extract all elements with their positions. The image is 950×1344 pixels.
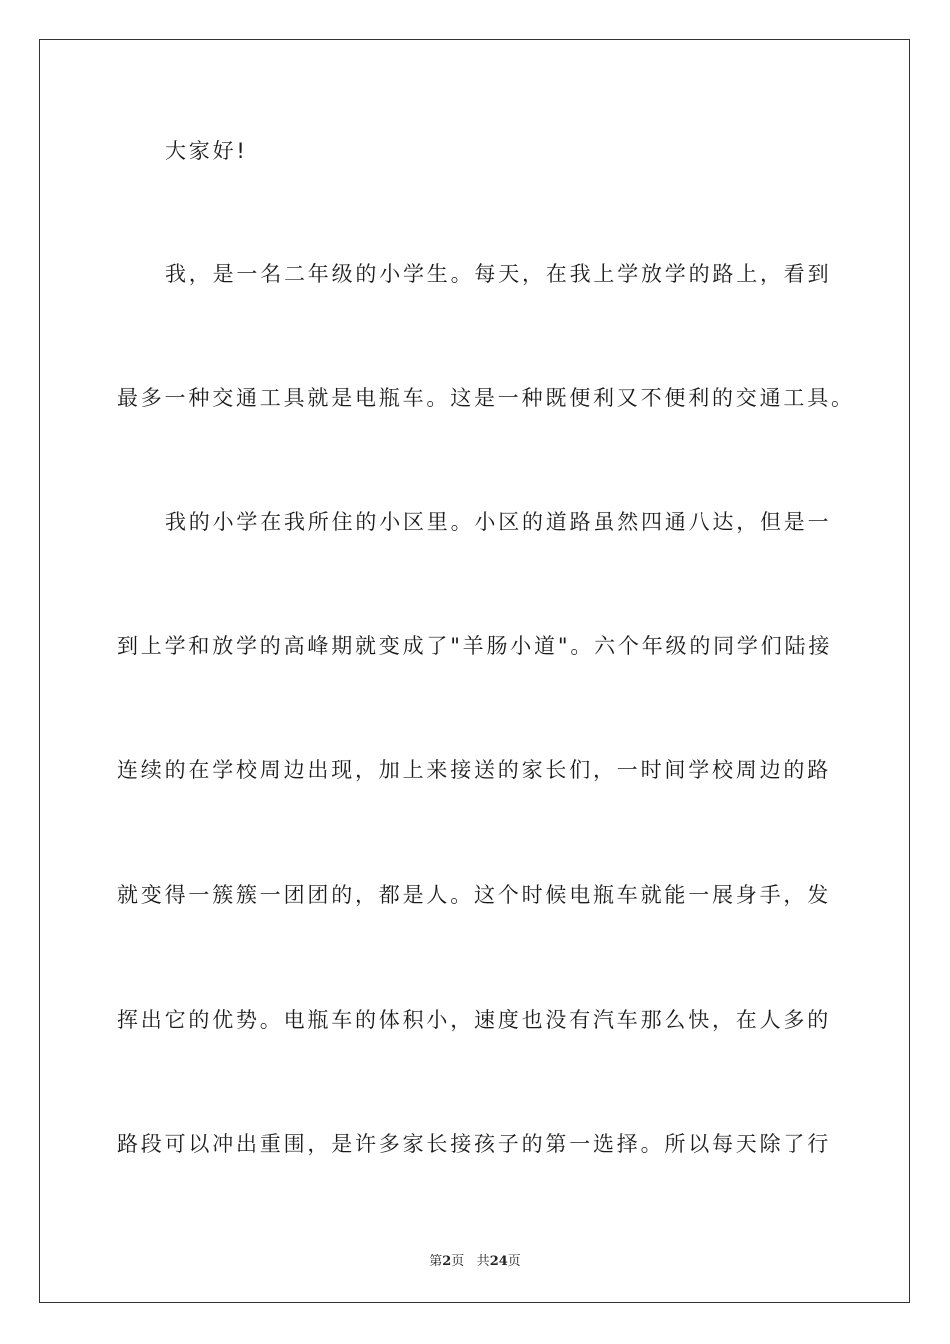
text-line: 到上学和放学的高峰期就变成了"羊肠小道"。六个年级的同学们陆接 [117,634,833,658]
footer-page-suffix: 页 [451,1254,465,1269]
text-line: 就变得一簇簇一团团的，都是人。这个时候电瓶车就能一展身手，发 [117,883,831,907]
footer-total-suffix: 页 [507,1254,521,1269]
footer-total-prefix: 共 [476,1254,490,1269]
text-line: 我，是一名二年级的小学生。每天，在我上学放学的路上，看到 [165,262,832,286]
footer-total-pages: 24 [489,1254,508,1269]
text-line-greeting: 大家好! [165,139,248,163]
text-line: 路段可以冲出重围，是许多家长接孩子的第一选择。所以每天除了行 [117,1132,831,1156]
page-footer [0,1250,950,1269]
footer-page-number: 2 [442,1254,452,1269]
text-line: 挥出它的优势。电瓶车的体积小，速度也没有汽车那么快，在人多的 [117,1008,831,1032]
page-border [39,39,910,1303]
footer-page-prefix: 第 [429,1254,443,1269]
text-line: 我的小学在我所住的小区里。小区的道路虽然四通八达，但是一 [165,510,832,534]
text-line: 连续的在学校周边出现，加上来接送的家长们，一时间学校周边的路 [117,758,831,782]
text-line: 最多一种交通工具就是电瓶车。这是一种既便利又不便利的交通工具。 [117,386,855,410]
